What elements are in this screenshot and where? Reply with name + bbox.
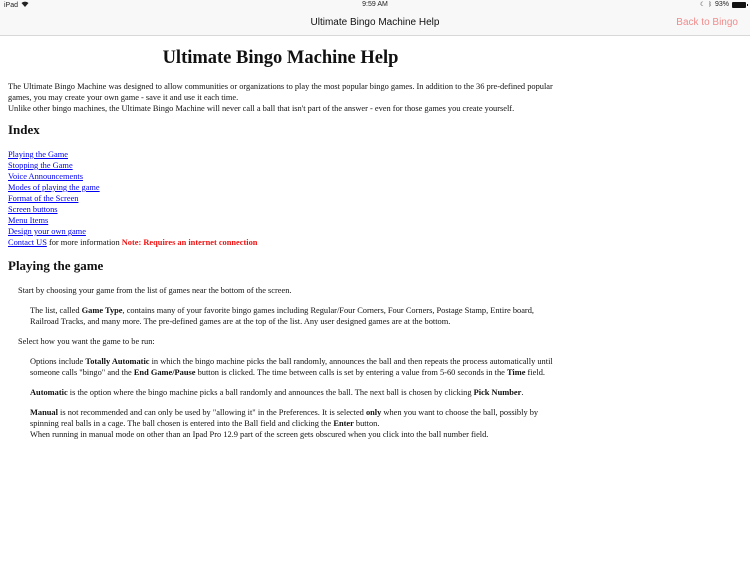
only-term: only xyxy=(365,408,382,417)
game-type-term: Game Type xyxy=(81,306,123,315)
contact-us-link[interactable]: Contact US xyxy=(8,238,47,247)
battery-percent: 93% xyxy=(714,1,729,8)
text: button. xyxy=(353,419,380,428)
status-bar xyxy=(0,0,750,11)
text: in which the bingo machine picks the ball randomly, announces the ball and then repeats the process automatically until someone calls "bingo" and the xyxy=(30,357,553,377)
device-label: iPad xyxy=(4,1,19,9)
intro-paragraph-1: The Ultimate Bingo Machine was designed to allow communities or organizations to play the most popular bingo games. In addition to the 36 pre-defined popular games, you may create your own game - save it and use it each time. xyxy=(8,82,553,102)
text: button is clicked. The time between calls is set by entering a value from 5-60 seconds in the xyxy=(195,368,507,377)
moon-icon: ☾ xyxy=(699,2,706,8)
text: Options include xyxy=(30,357,86,366)
totally-automatic-term: Totally Automatic xyxy=(85,357,150,366)
internet-note: Note: Requires an internet connection xyxy=(121,238,258,247)
status-time: 9:59 AM xyxy=(362,1,388,8)
playing-heading: Playing the game xyxy=(8,258,104,273)
index-link-playing-the-game[interactable]: Playing the Game xyxy=(8,150,69,159)
navigation-bar xyxy=(0,11,750,36)
text: field. xyxy=(525,368,545,377)
manual-term: Manual xyxy=(30,408,58,417)
text: is the option where the bingo machine picks a ball randomly and announces the ball. The next ball is chosen by clicking xyxy=(67,388,474,397)
manual-paragraph xyxy=(30,407,553,440)
text: , contains many of your favorite bingo games including Regular/Four Corners, Four Corners, Postage Stamp, Entire board, Railroad Tracks, and many more. The pre-defined games are at the top of the list. Any user designed games are at the bottom. xyxy=(30,306,534,326)
select-mode-paragraph: Select how you want the game to be run: xyxy=(18,337,155,346)
index-heading: Index xyxy=(8,122,40,137)
time-term: Time xyxy=(506,368,526,377)
intro-paragraph-2: Unlike other bingo machines, the Ultimate Bingo Machine will never call a ball that isn't part of the answer - even for those games you create yourself. xyxy=(8,104,515,113)
bluetooth-icon: ᛒ xyxy=(708,1,712,8)
contact-suffix: for more information xyxy=(46,238,122,247)
index-link-modes-of-playing[interactable]: Modes of playing the game xyxy=(8,183,100,192)
index-link-screen-buttons[interactable]: Screen buttons xyxy=(8,205,58,214)
index-link-voice-announcements[interactable]: Voice Announcements xyxy=(8,172,83,181)
text: is not recommended and can only be used by "allowing it" in the Preferences. It is selected xyxy=(57,408,366,417)
index-link-format-of-screen[interactable]: Format of the Screen xyxy=(8,194,79,203)
intro-section xyxy=(8,81,553,114)
index-link-menu-items[interactable]: Menu Items xyxy=(8,216,49,225)
automatic-paragraph xyxy=(30,387,553,398)
battery-icon xyxy=(732,2,746,8)
index-list xyxy=(8,149,553,248)
playing-paragraph-1: Start by choosing your game from the list of games near the bottom of the screen. xyxy=(18,286,292,295)
automatic-term: Automatic xyxy=(30,388,68,397)
text: when you want to choose the ball, possibly by spinning real balls in a cage. The ball chosen is entered into the Ball field and clicking the xyxy=(30,408,539,428)
end-game-pause-term: End Game/Pause xyxy=(133,368,196,377)
game-type-paragraph xyxy=(30,305,553,327)
text: . xyxy=(521,388,524,397)
text: The list, called xyxy=(30,306,82,315)
totally-automatic-paragraph xyxy=(30,356,553,378)
help-webview[interactable] xyxy=(0,36,750,450)
manual-mode-note: When running in manual mode on other than an Ipad Pro 12.9 part of the screen gets obscured when you click into the ball number field. xyxy=(30,430,489,439)
index-link-stopping-the-game[interactable]: Stopping the Game xyxy=(8,161,73,170)
nav-title: Ultimate Bingo Machine Help xyxy=(310,17,440,28)
pick-number-term: Pick Number xyxy=(473,388,522,397)
back-to-bingo-button[interactable]: Back to Bingo xyxy=(676,17,738,28)
page-title: Ultimate Bingo Machine Help xyxy=(162,48,399,68)
enter-term: Enter xyxy=(333,419,354,428)
index-link-design-your-own-game[interactable]: Design your own game xyxy=(8,227,86,236)
contact-line xyxy=(8,237,553,248)
